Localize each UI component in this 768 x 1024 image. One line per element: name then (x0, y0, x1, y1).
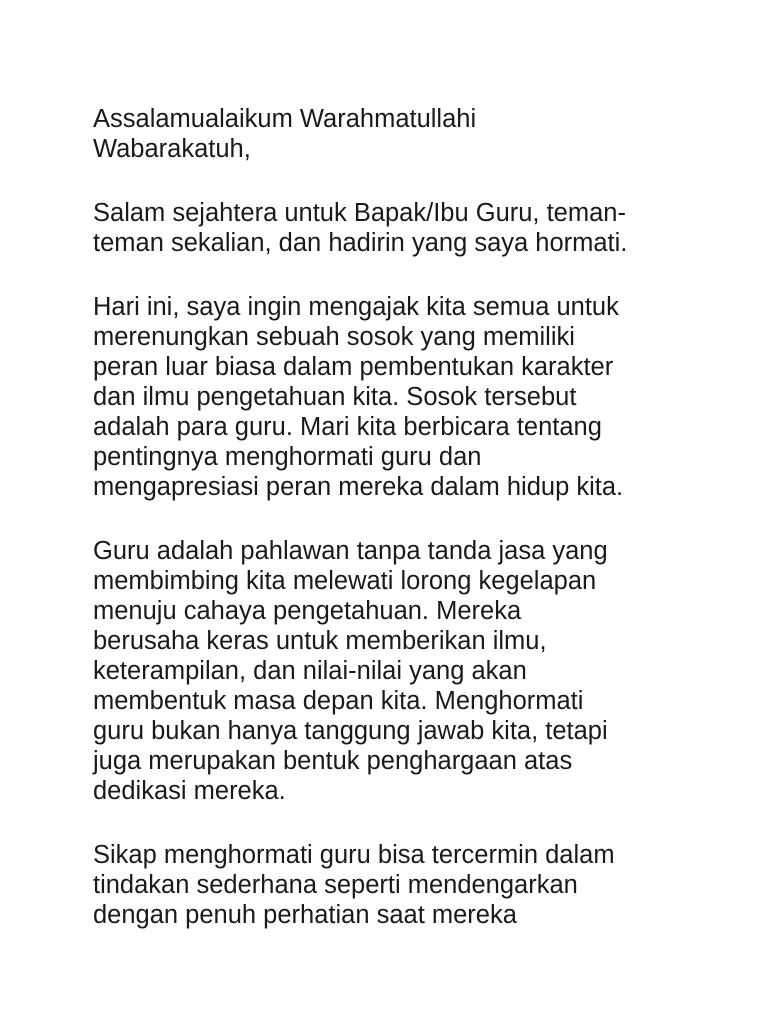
salutation-paragraph: Salam sejahtera untuk Bapak/Ibu Guru, teman- teman sekalian, dan hadirin yang saya hormati. (93, 199, 628, 257)
body-paragraph-teachers: Guru adalah pahlawan tanpa tanda jasa yang membimbing kita melewati lorong kegelapan menuju cahaya pengetahuan. Mereka berusaha keras untuk memberikan ilmu, keterampilan, dan nilai-nilai yang akan membentuk masa depan kita. Menghormati guru bukan hanya tanggung jawab kita, tetapi juga merupakan bentuk penghargaan atas dedikasi mereka. (93, 537, 608, 805)
document-body (93, 104, 693, 964)
greeting-paragraph: Assalamualaikum Warahmatullahi Wabarakatuh, (93, 105, 477, 163)
intro-paragraph: Hari ini, saya ingin mengajak kita semua untuk merenungkan sebuah sosok yang memiliki peran luar biasa dalam pembentukan karakter dan ilmu pengetahuan kita. Sosok tersebut adalah para guru. Mari kita berbicara tentang pentingnya menghormati guru dan mengapresiasi peran mereka dalam hidup kita. (93, 293, 624, 501)
body-paragraph-respect: Sikap menghormati guru bisa tercermin dalam tindakan sederhana seperti mendengarkan dengan penuh perhatian saat mereka (93, 841, 615, 929)
